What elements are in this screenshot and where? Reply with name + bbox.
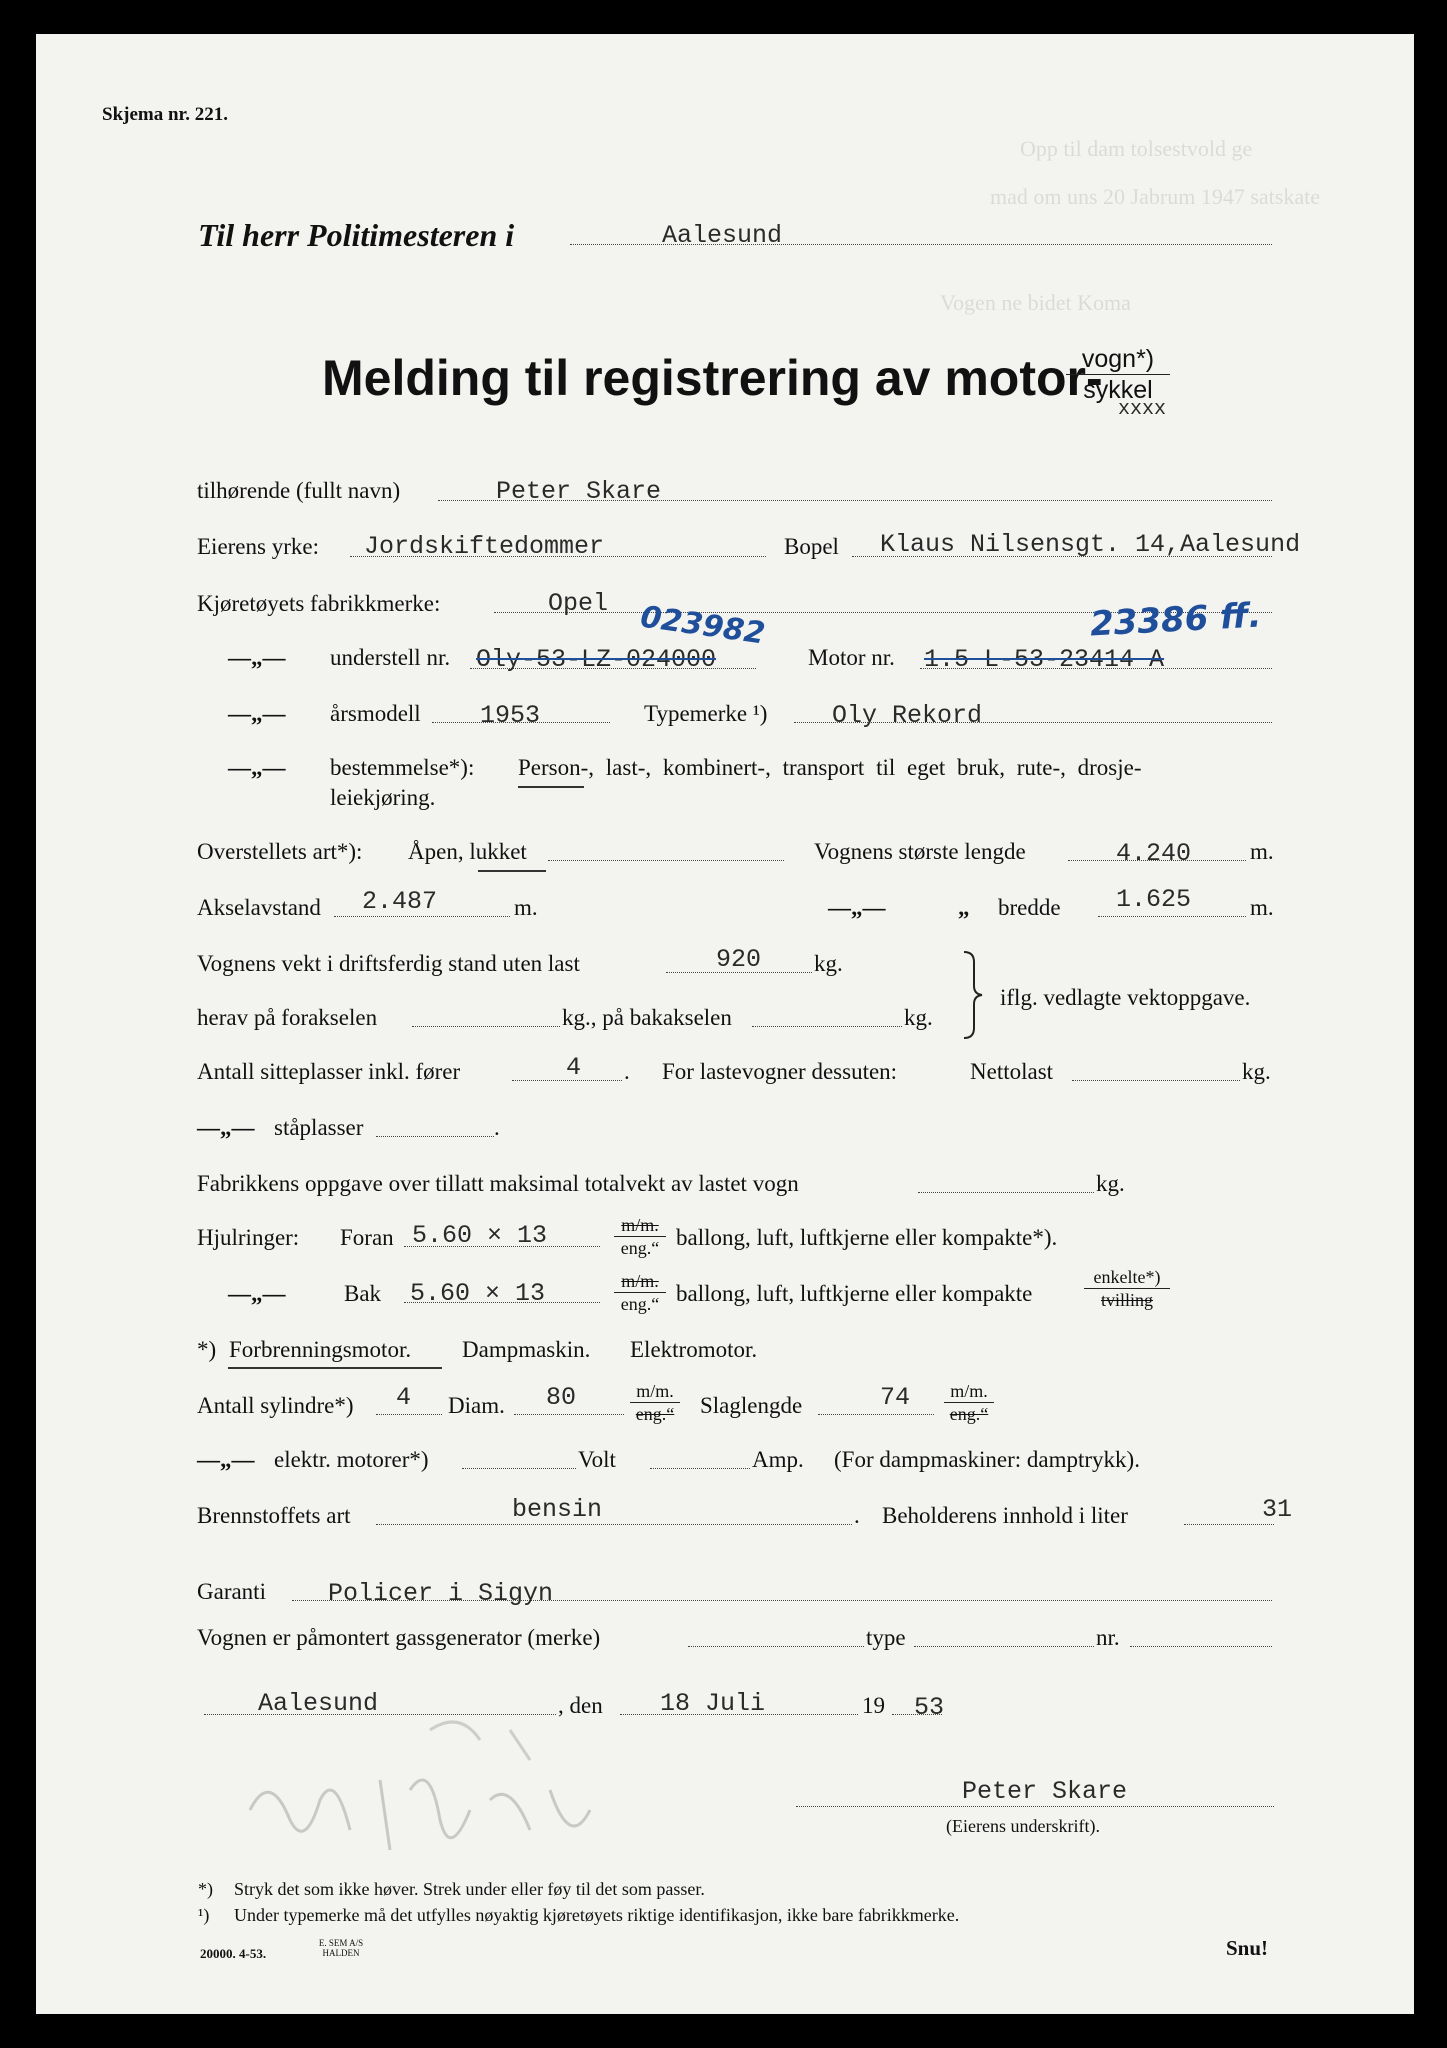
purpose-selected-underline <box>518 786 584 788</box>
year[interactable]: 1953 <box>480 701 541 730</box>
vehicle-type[interactable]: Oly Rekord <box>832 701 983 730</box>
unit-kg: kg. <box>904 1005 933 1030</box>
net-load-line <box>1072 1080 1240 1081</box>
electric-motors-label: elektr. motorer*) <box>274 1447 429 1472</box>
title-option-strike: xxxx <box>1118 398 1167 421</box>
tyres-label: Hjulringer: <box>197 1225 300 1250</box>
ditto-mark: —„— <box>197 1115 255 1140</box>
tyres-front-unit <box>614 1214 666 1259</box>
diam-line <box>514 1414 624 1415</box>
make[interactable]: Opel <box>548 589 609 618</box>
seats[interactable]: 4 <box>566 1053 582 1082</box>
volt-line <box>462 1468 576 1469</box>
fuel-label: Brennstoffets art <box>197 1503 351 1528</box>
engine-kind-electric: Elektromotor. <box>630 1337 758 1362</box>
stroke-unit-bottom: eng.“ <box>949 1404 989 1424</box>
stroke[interactable]: 74 <box>880 1383 911 1412</box>
tyres-types: ballong, luft, luftkjerne eller kompakte*). <box>676 1225 1058 1250</box>
unit-m: m. <box>1250 839 1274 864</box>
wheelbase-label: Akselavstand <box>197 895 321 920</box>
residence-label: Bopel <box>784 534 839 559</box>
amp-label: Amp. <box>752 1447 804 1472</box>
footnote-1: Stryk det som ikke høver. Strek under eller føy til det som passer. <box>234 1879 705 1899</box>
unit-kg: kg. <box>1242 1059 1271 1084</box>
front-axle-label: herav på forakselen <box>197 1005 378 1030</box>
diam-unit-bottom: eng.“ <box>635 1404 675 1424</box>
occupation-label: Eierens yrke: <box>197 534 319 559</box>
title-option-cycle: sykkel <box>1083 376 1153 404</box>
purpose-options-cont: leiekjøring. <box>330 785 436 810</box>
diam-unit-top: m/m. <box>630 1380 680 1403</box>
engine-kind-mark: *) <box>197 1337 217 1362</box>
tyres-front-label: Foran <box>340 1225 394 1250</box>
form-number: Skjema nr. 221. <box>102 104 228 125</box>
max-length[interactable]: 4.240 <box>1116 839 1192 868</box>
stroke-unit <box>944 1380 994 1425</box>
net-load-label: Nettolast <box>970 1059 1054 1084</box>
ditto-mark: —„— <box>228 701 286 726</box>
max-weight-line <box>918 1192 1094 1193</box>
tyres-rear-unit-top: m/m. <box>614 1270 666 1293</box>
kerb-weight[interactable]: 920 <box>716 945 762 974</box>
tyres-single: enkelte*) <box>1084 1266 1170 1289</box>
ditto-mark: —„— <box>228 645 286 670</box>
chassis-handwritten: 023982 <box>638 599 768 652</box>
tyres-rear-unit <box>614 1270 666 1315</box>
footnote-2-mark: ¹) <box>198 1905 210 1925</box>
tyres-rear-unit-bottom: eng.“ <box>620 1294 660 1314</box>
seats-label: Antall sitteplasser inkl. fører <box>197 1059 461 1084</box>
ditto-mark: —„— <box>228 1281 286 1306</box>
body-options: Åpen, lukket <box>408 839 527 864</box>
max-length-label: Vognens største lengde <box>814 839 1026 864</box>
ditto-mark: —„— <box>197 1447 255 1472</box>
tank-capacity[interactable]: 31 <box>1262 1495 1293 1524</box>
standing-line <box>376 1136 494 1137</box>
gas-type-label: type <box>866 1625 906 1650</box>
cylinders[interactable]: 4 <box>396 1383 412 1412</box>
wheelbase[interactable]: 2.487 <box>362 887 438 916</box>
chassis-typed[interactable] <box>476 646 716 674</box>
tyres-front[interactable]: 5.60 × 13 <box>412 1221 548 1250</box>
purpose-options: Person-, last-, kombinert-, transport til eget bruk, rute-, drosje- <box>518 755 1142 780</box>
rear-axle-label: kg., på bakakselen <box>562 1005 732 1030</box>
width-label: bredde <box>998 895 1061 920</box>
volt-label: Volt <box>578 1447 616 1472</box>
addressee-city[interactable]: Aalesund <box>662 221 783 250</box>
brace-icon <box>960 950 984 1040</box>
footnote-2: Under typemerke må det utfylles nøyaktig kjøretøyets riktige identifikasjon, ikke bare fabrikkmerke. <box>234 1905 960 1925</box>
rear-axle-line <box>752 1026 902 1027</box>
tyres-twin: tvilling <box>1100 1290 1153 1310</box>
weight-per-document: iflg. vedlagte vektoppgave. <box>1000 985 1251 1010</box>
residence[interactable]: Klaus Nilsensgt. 14,Aalesund <box>880 530 1301 559</box>
year-label: årsmodell <box>330 701 421 726</box>
engine-selected-underline <box>228 1367 442 1369</box>
stroke-line <box>818 1414 934 1415</box>
unit-m: m. <box>1250 895 1274 920</box>
motor-typed-value: 1.5 L-53-23414 A <box>924 645 1165 674</box>
amp-line <box>650 1468 750 1469</box>
make-label: Kjøretøyets fabrikkmerke: <box>197 591 441 616</box>
chassis-typed-value: Oly-53-LZ-024000 <box>476 645 717 674</box>
body-selected-underline <box>478 870 546 872</box>
owner-name-label: tilhørende (fullt navn) <box>197 478 401 503</box>
diam[interactable]: 80 <box>546 1383 577 1412</box>
standing-label: ståplasser <box>274 1115 364 1140</box>
width[interactable]: 1.625 <box>1116 885 1192 914</box>
title-option-vehicle: vogn*) <box>1066 344 1170 375</box>
owner-name[interactable]: Peter Skare <box>496 477 662 506</box>
wheelbase-line <box>334 916 510 917</box>
gas-type-line <box>914 1646 1094 1647</box>
ditto-quote: „ <box>958 895 970 920</box>
unit-kg: kg. <box>1096 1171 1125 1196</box>
bleed-through-text: Vogen ne bidet Koma <box>940 290 1131 315</box>
lorry-label: For lastevogner dessuten: <box>662 1059 898 1084</box>
tyres-rear[interactable]: 5.60 × 13 <box>410 1279 546 1308</box>
year-suffix[interactable]: 53 <box>914 1693 945 1722</box>
addressee-label: Til herr Politimesteren i <box>198 217 515 253</box>
purpose-label: bestemmelse*): <box>330 755 475 780</box>
faint-handwritten-signature <box>230 1700 650 1900</box>
cylinders-label: Antall sylindre*) <box>197 1393 354 1418</box>
tyres-mounting <box>1084 1266 1170 1311</box>
chassis-label: understell nr. <box>330 645 451 670</box>
type-label: Typemerke ¹) <box>644 701 768 726</box>
bleed-through-text: Opp til dam tolsestvold ge <box>1020 136 1253 161</box>
turn-over: Snu! <box>1226 1936 1269 1960</box>
print-code: 20000. 4-53. <box>200 1946 267 1961</box>
occupation[interactable]: Jordskiftedommer <box>364 532 605 561</box>
body-line <box>548 860 784 861</box>
insurance-label: Garanti <box>197 1579 266 1604</box>
max-weight-label: Fabrikkens oppgave over tillatt maksimal totalvekt av lastet vogn <box>197 1171 799 1196</box>
front-axle-line <box>412 1026 560 1027</box>
motor-handwritten: 23386 ff. <box>1089 595 1263 645</box>
motor-typed[interactable] <box>924 646 1164 674</box>
signer-name[interactable]: Peter Skare <box>962 1777 1128 1806</box>
stroke-unit-top: m/m. <box>944 1380 994 1403</box>
motor-label: Motor nr. <box>808 645 895 670</box>
place[interactable]: Aalesund <box>258 1689 379 1718</box>
body-label: Overstellets art*): <box>197 839 363 864</box>
diam-unit <box>630 1380 680 1425</box>
date-label: , den <box>558 1693 603 1718</box>
steam-pressure-label: (For dampmaskiner: damptrykk). <box>834 1447 1140 1472</box>
gas-generator-line <box>688 1646 864 1647</box>
fuel[interactable]: bensin <box>512 1495 603 1524</box>
stroke-label: Slaglengde <box>700 1393 803 1418</box>
year-prefix: 19 <box>862 1693 885 1718</box>
fuel-line <box>376 1524 852 1525</box>
tyres-types-rear: ballong, luft, luftkjerne eller kompakte <box>676 1281 1033 1306</box>
width-line <box>1098 916 1246 917</box>
tyres-front-unit-top: m/m. <box>614 1214 666 1237</box>
tank-capacity-line <box>1184 1524 1274 1525</box>
signer-label: (Eierens underskrift). <box>946 1816 1100 1836</box>
tyres-front-unit-bottom: eng.“ <box>620 1238 660 1258</box>
gas-nr-label: nr. <box>1096 1625 1120 1650</box>
gas-nr-line <box>1130 1646 1272 1647</box>
tyres-rear-label: Bak <box>344 1281 382 1306</box>
engine-kind-combustion: Forbrenningsmotor. <box>229 1337 412 1362</box>
date[interactable]: 18 Juli <box>660 1689 766 1718</box>
page-title: Melding til registrering av motor- <box>322 350 1103 406</box>
diam-label: Diam. <box>448 1393 505 1418</box>
unit-m: m. <box>514 895 538 920</box>
kerb-weight-label: Vognens vekt i driftsferdig stand uten last <box>197 951 580 976</box>
unit-kg: kg. <box>814 951 843 976</box>
bleed-through-text: mad om uns 20 Jabrum 1947 satskate <box>990 184 1320 209</box>
footnote-1-mark: *) <box>198 1879 213 1899</box>
tank-capacity-label: Beholderens innhold i liter <box>882 1503 1128 1528</box>
signature-line <box>796 1806 1274 1807</box>
engine-kind-steam: Dampmaskin. <box>462 1337 591 1362</box>
gas-generator-label: Vognen er påmontert gassgenerator (merke) <box>197 1625 601 1650</box>
insurance[interactable]: Policer i Sigyn <box>328 1579 554 1608</box>
cylinders-line <box>376 1414 442 1415</box>
printer: E. SEM A/S HALDEN <box>318 1938 364 1958</box>
ditto-mark: —„— <box>228 755 286 780</box>
ditto-mark: —„— <box>828 895 886 920</box>
